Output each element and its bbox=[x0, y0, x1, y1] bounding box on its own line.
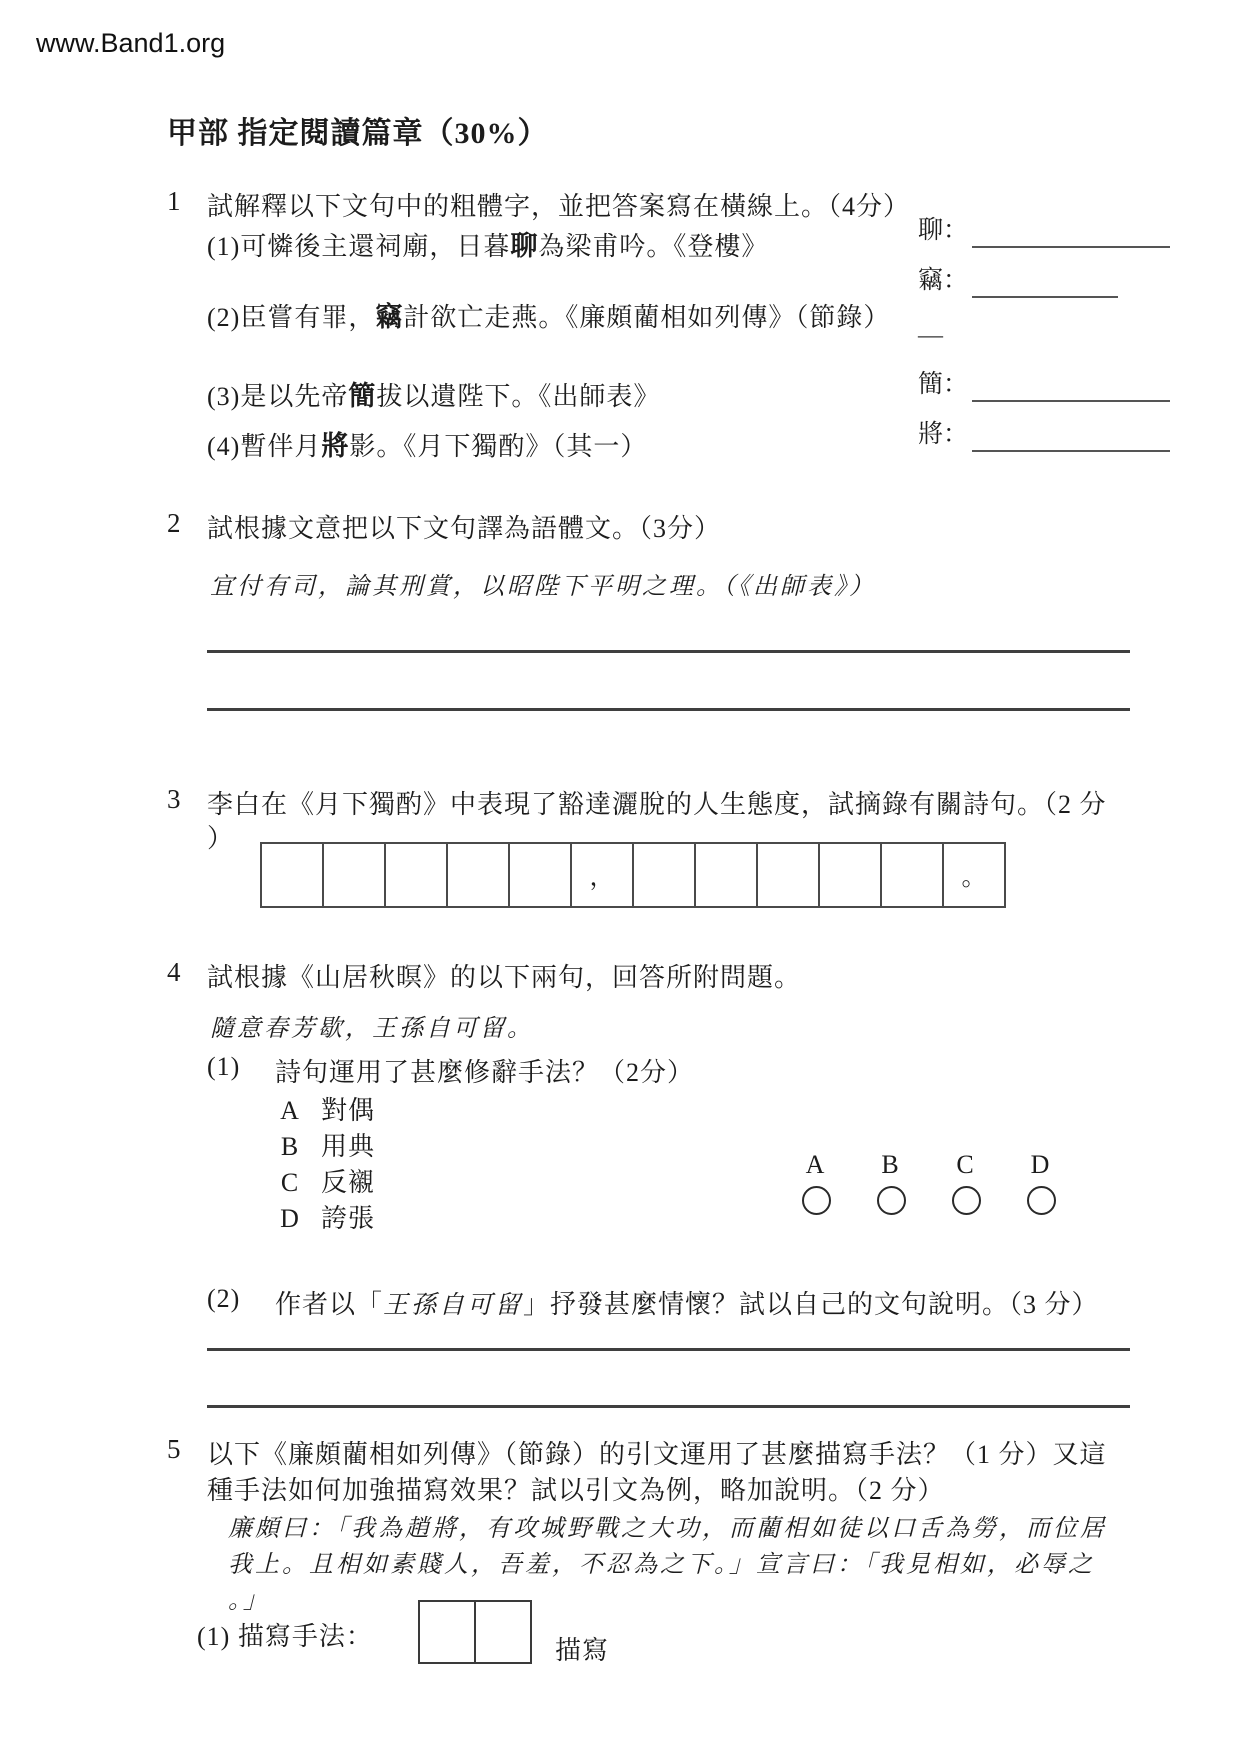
q4-mc-bubble-c[interactable] bbox=[952, 1186, 981, 1215]
q4-mc-header-d: D bbox=[1030, 1150, 1050, 1179]
q1-item-1-post: 為梁甫吟。《登樓》 bbox=[538, 232, 769, 261]
q1-answer-row-4 bbox=[918, 416, 1170, 452]
q4-option-b-letter: B bbox=[280, 1132, 300, 1161]
q3-grid-cell-6[interactable] bbox=[572, 844, 634, 906]
q4-option-a-text: 對偶 bbox=[321, 1096, 376, 1125]
q1-item-4-post: 影。《月下獨酌》（其一） bbox=[349, 432, 648, 461]
q4-sub2-prompt bbox=[275, 1284, 1099, 1321]
q4-sub2-prompt-pre: 作者以「 bbox=[275, 1290, 384, 1319]
q4-option-c bbox=[275, 1162, 375, 1199]
q4-mc-header-c: C bbox=[956, 1150, 974, 1179]
q2-prompt: 試根據文意把以下文句譯為語體文。（3分） bbox=[207, 514, 722, 543]
q3-grid-cell-12[interactable] bbox=[944, 844, 1004, 906]
q2-quote: 宜付有司，論其刑賞，以昭陛下平明之理。（《出師表》） bbox=[210, 574, 876, 600]
q4-option-a-letter: A bbox=[280, 1096, 300, 1125]
q1-item-2-pre: (2)臣嘗有罪， bbox=[207, 303, 376, 332]
q1-item-3 bbox=[207, 374, 660, 413]
q3-number: 3 bbox=[167, 784, 181, 814]
q1-answer-underline-2[interactable] bbox=[972, 266, 1118, 298]
q1-item-2 bbox=[207, 295, 890, 334]
q2-answer-line-1[interactable] bbox=[207, 650, 1130, 653]
q4-mc-bubble-b[interactable] bbox=[877, 1186, 906, 1215]
q1-answer-row-3 bbox=[918, 366, 1170, 402]
q5-quote-line1: 廉頗曰：「我為趙將，有攻城野戰之大功，而藺相如徒以口舌為勞，而位居 bbox=[228, 1516, 1107, 1542]
q4-mc-bubble-a[interactable] bbox=[802, 1186, 831, 1215]
q5-prompt-line2: 種手法如何加強描寫效果？試以引文為例，略加說明。（2 分） bbox=[207, 1476, 945, 1505]
q4-mc-header-b: B bbox=[881, 1150, 899, 1179]
q3-grid-cell-9[interactable] bbox=[758, 844, 820, 906]
q5-answer-boxes bbox=[418, 1600, 532, 1664]
q3-prompt-line2: ） bbox=[207, 824, 235, 853]
q4-answer-line-1[interactable] bbox=[207, 1348, 1130, 1351]
q4-option-d bbox=[275, 1198, 375, 1235]
q1-answer-underline-3[interactable] bbox=[972, 370, 1170, 402]
q3-grid-cell-3[interactable] bbox=[386, 844, 448, 906]
q1-item-4 bbox=[207, 424, 647, 463]
q3-grid-cell-11[interactable] bbox=[882, 844, 944, 906]
q3-grid-cell-8[interactable] bbox=[696, 844, 758, 906]
q5-number: 5 bbox=[167, 1434, 181, 1464]
q1-item-2-post: 計欲亡走燕。《廉頗藺相如列傳》（節錄） bbox=[403, 303, 891, 332]
q5-quote-line2: 我上。且相如素賤人，吾羞，不忍為之下。」宣言曰：「我見相如，必辱之 bbox=[228, 1552, 1095, 1578]
q4-option-d-text: 誇張 bbox=[321, 1204, 376, 1233]
q1-item-4-pre: (4)暫伴月 bbox=[207, 432, 322, 461]
section-title: 甲部 指定閱讀篇章（30%） bbox=[167, 117, 549, 150]
q1-item-1-pre: (1)可憐後主還祠廟，日暮 bbox=[207, 232, 511, 261]
q5-answer-box-1[interactable] bbox=[420, 1602, 476, 1662]
site-watermark: www.Band1.org bbox=[36, 28, 226, 58]
q1-prompt: 試解釋以下文句中的粗體字，並把答案寫在橫線上。（4分） bbox=[207, 192, 911, 221]
q1-stray-dash: — bbox=[918, 322, 943, 349]
q1-answer-label-1: 聊： bbox=[918, 217, 969, 244]
q2-answer-line-2[interactable] bbox=[207, 708, 1130, 711]
q1-item-1 bbox=[207, 224, 768, 263]
q5-suffix: 描寫 bbox=[555, 1636, 610, 1665]
q4-option-c-text: 反襯 bbox=[321, 1168, 376, 1197]
q4-mc-bubble-d[interactable] bbox=[1027, 1186, 1056, 1215]
q3-grid-cell-4[interactable] bbox=[448, 844, 510, 906]
q4-option-c-letter: C bbox=[280, 1168, 300, 1197]
q5-answer-box-2[interactable] bbox=[476, 1602, 530, 1662]
q3-grid-comma: ， bbox=[589, 864, 615, 891]
q3-grid-period: 。 bbox=[961, 864, 987, 891]
q1-item-3-pre: (3)是以先帝 bbox=[207, 382, 349, 411]
q2-number: 2 bbox=[167, 508, 181, 538]
q1-answer-label-2: 竊： bbox=[918, 267, 969, 294]
q4-prompt: 試根據《山居秋暝》的以下兩句，回答所附問題。 bbox=[207, 963, 802, 992]
q4-number: 4 bbox=[167, 957, 181, 987]
q1-item-3-post: 拔以遺陛下。《出師表》 bbox=[376, 382, 661, 411]
q1-item-1-boldword: 聊 bbox=[510, 231, 539, 261]
q3-grid-cell-1[interactable] bbox=[262, 844, 324, 906]
q1-answer-row-1 bbox=[918, 212, 1170, 248]
q4-option-d-letter: D bbox=[280, 1204, 300, 1233]
q5-quote-line3: 。」 bbox=[228, 1588, 270, 1614]
q1-answer-row-2 bbox=[918, 262, 1118, 298]
q4-option-b-text: 用典 bbox=[321, 1132, 376, 1161]
q3-grid-cell-2[interactable] bbox=[324, 844, 386, 906]
q4-option-b bbox=[275, 1126, 375, 1163]
q1-answer-underline-1[interactable] bbox=[972, 216, 1170, 248]
q4-quote: 隨意春芳歇，王孫自可留。 bbox=[210, 1016, 534, 1042]
q1-item-3-boldword: 簡 bbox=[348, 381, 377, 411]
q4-answer-line-2[interactable] bbox=[207, 1405, 1130, 1408]
q1-answer-label-3: 簡： bbox=[918, 371, 969, 398]
q1-number: 1 bbox=[167, 186, 181, 216]
q4-sub1-label: (1) bbox=[207, 1052, 241, 1081]
q3-answer-grid bbox=[260, 842, 1006, 908]
q5-sub1-label: (1) 描寫手法： bbox=[197, 1622, 373, 1651]
q1-answer-label-4: 將： bbox=[918, 421, 969, 448]
q4-sub2-prompt-quote: 王孫自可留 bbox=[383, 1292, 524, 1319]
q4-mc-header-a: A bbox=[805, 1150, 825, 1179]
q3-grid-cell-5[interactable] bbox=[510, 844, 572, 906]
q4-sub2-label: (2) bbox=[207, 1284, 241, 1313]
q1-item-2-boldword: 竊 bbox=[375, 302, 404, 332]
q3-grid-cell-10[interactable] bbox=[820, 844, 882, 906]
q4-sub1-prompt: 詩句運用了甚麼修辭手法？（2分） bbox=[275, 1058, 695, 1087]
q3-prompt-line1: 李白在《月下獨酌》中表現了豁達灑脫的人生態度，試摘錄有關詩句。（2 分 bbox=[207, 790, 1107, 819]
q4-option-a bbox=[275, 1090, 375, 1127]
q3-grid-cell-7[interactable] bbox=[634, 844, 696, 906]
q1-item-4-boldword: 將 bbox=[321, 431, 350, 461]
q4-sub2-prompt-post: 」抒發甚麼情懷？試以自己的文句說明。（3 分） bbox=[523, 1290, 1099, 1319]
q5-prompt-line1: 以下《廉頗藺相如列傳》（節錄）的引文運用了甚麼描寫手法？（1 分）又這 bbox=[207, 1440, 1107, 1469]
q1-answer-underline-4[interactable] bbox=[972, 420, 1170, 452]
